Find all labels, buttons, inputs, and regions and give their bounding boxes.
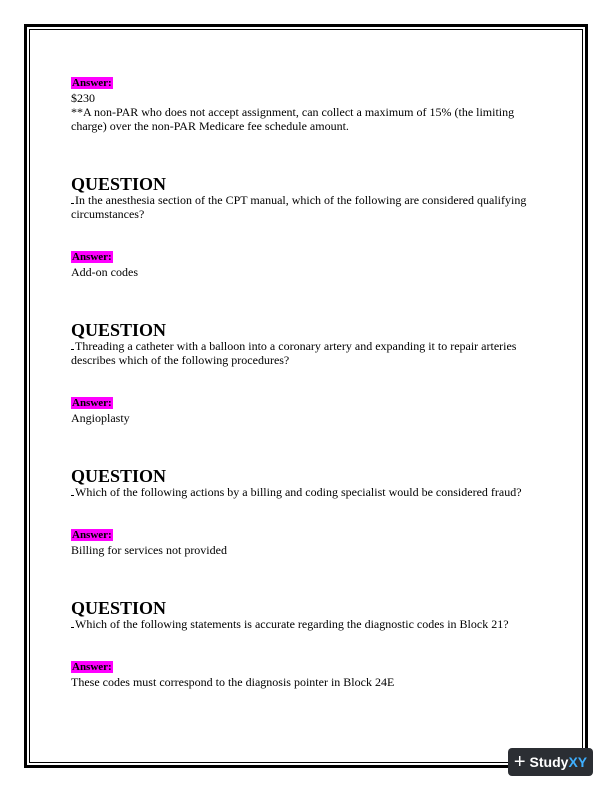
question-marker [71, 193, 74, 204]
badge-brand-accent: XY [568, 754, 588, 770]
answer-label: Answer: [72, 397, 112, 409]
badge-brand-main: Study [529, 754, 569, 770]
document-content [71, 73, 551, 689]
question-text-content: Threading a catheter with a balloon into a coronary artery and expanding it to repair arteries describes which of the following procedures? [71, 339, 517, 367]
question-heading: QUESTION [71, 466, 167, 486]
answer-label: Answer: [72, 661, 112, 673]
question-block [71, 175, 551, 279]
question-text-content: In the anesthesia section of the CPT manual, which of the following are considered qualifying circumstances? [71, 193, 527, 221]
question-marker [71, 617, 74, 628]
question-text-content: Which of the following actions by a billing and coding specialist would be considered fraud? [75, 485, 522, 499]
answer-label: Answer: [72, 529, 112, 541]
question-text [71, 617, 551, 631]
question-text [71, 193, 551, 221]
question-block [71, 321, 551, 425]
answer-value: Angioplasty [71, 411, 130, 425]
answer-value: $230 [71, 91, 95, 105]
answer-value: Add-on codes [71, 265, 138, 279]
answer-value: These codes must correspond to the diagnosis pointer in Block 24E [71, 675, 395, 689]
studyxy-badge[interactable] [508, 748, 593, 776]
question-heading: QUESTION [71, 174, 167, 194]
question-text [71, 339, 551, 367]
question-block [71, 467, 551, 557]
answer-label: Answer: [72, 251, 112, 263]
question-marker [71, 339, 74, 350]
answer-value: Billing for services not provided [71, 543, 227, 557]
question-heading: QUESTION [71, 598, 167, 618]
plus-icon: + [513, 751, 526, 773]
answer-label: Answer: [72, 77, 112, 89]
question-text-content: Which of the following statements is accurate regarding the diagnostic codes in Block 21? [75, 617, 509, 631]
question-marker [71, 485, 74, 496]
answer-explanation: **A non-PAR who does not accept assignment, can collect a maximum of 15% (the limiting charge) over the non-PAR Medicare fee schedule amount. [71, 105, 515, 133]
answer-block [71, 73, 551, 133]
question-block [71, 599, 551, 689]
question-heading: QUESTION [71, 320, 167, 340]
question-text [71, 485, 551, 499]
